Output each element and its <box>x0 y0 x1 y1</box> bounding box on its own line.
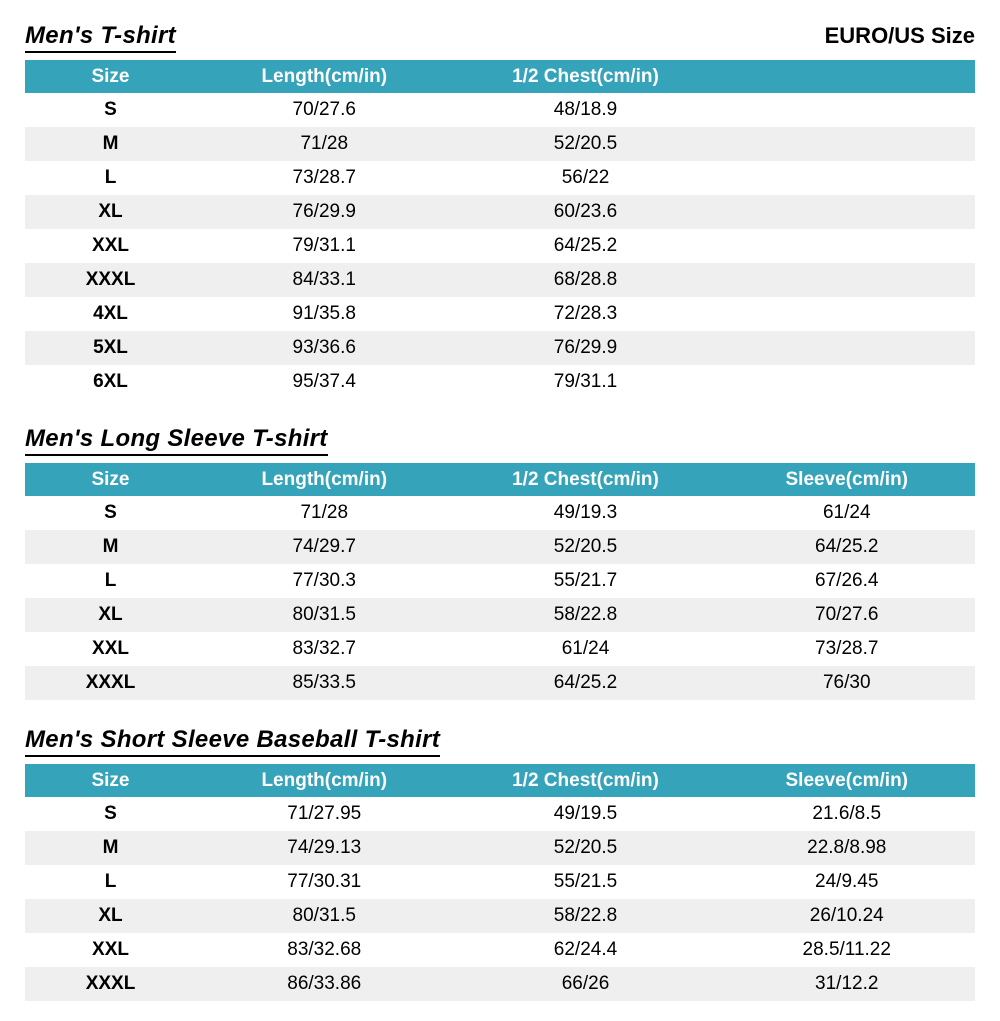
mens-long-sleeve-size-table <box>25 463 975 700</box>
measurement-cell <box>719 127 976 161</box>
measurement-cell: 22.8/8.98 <box>807 837 887 858</box>
measurement-cell: 64/25.2 <box>553 235 618 256</box>
measurement-cell: 76/30 <box>822 672 871 693</box>
size-cell: XXL <box>92 638 129 659</box>
measurement-cell: 70/27.6 <box>815 604 879 625</box>
measurement-cell: 55/21.5 <box>553 871 618 892</box>
measurement-cell: 80/31.5 <box>292 604 356 625</box>
size-cell: XXL <box>92 235 129 256</box>
measurement-cell: 85/33.5 <box>292 672 356 693</box>
measurement-cell: 62/24.4 <box>553 939 618 960</box>
section-title-mens-long-sleeve: Men's Long Sleeve T-shirt <box>25 425 328 456</box>
measurement-cell: 77/30.3 <box>292 570 356 591</box>
measurement-cell: 67/26.4 <box>815 570 879 591</box>
size-cell: XXXL <box>85 269 136 290</box>
table-row <box>25 297 975 331</box>
measurement-cell: 28.5/11.22 <box>802 939 891 960</box>
measurement-cell: 79/31.1 <box>553 371 618 392</box>
measurement-cell: 72/28.3 <box>553 303 618 324</box>
measurement-cell: 55/21.7 <box>553 570 618 591</box>
measurement-cell <box>719 297 976 331</box>
size-cell: XXXL <box>85 672 136 693</box>
measurement-cell: 83/32.68 <box>287 939 362 960</box>
measurement-cell: 74/29.13 <box>287 837 362 858</box>
measurement-cell: 68/28.8 <box>553 269 618 290</box>
measurement-cell: 84/33.1 <box>292 269 356 290</box>
table-row <box>25 127 975 161</box>
size-cell: 4XL <box>93 303 128 324</box>
measurement-cell: 86/33.86 <box>287 973 362 994</box>
measurement-cell: 58/22.8 <box>553 905 618 926</box>
table-row <box>25 899 975 933</box>
size-cell: M <box>102 536 119 557</box>
section-title-mens-tshirt: Men's T-shirt <box>25 22 176 53</box>
table-row <box>25 666 975 700</box>
table-row <box>25 933 975 967</box>
table-row <box>25 93 975 127</box>
table-row <box>25 161 975 195</box>
measurement-cell: 76/29.9 <box>553 337 618 358</box>
column-header: Size <box>25 60 196 93</box>
measurement-cell: 73/28.7 <box>292 167 356 188</box>
section-mens-tshirt <box>25 22 975 399</box>
column-header-empty <box>719 60 976 93</box>
size-cell: M <box>102 133 119 154</box>
title-row <box>25 425 975 456</box>
table-row <box>25 865 975 899</box>
column-header: Sleeve(cm/in) <box>719 764 976 797</box>
measurement-cell: 80/31.5 <box>292 905 356 926</box>
size-cell: 6XL <box>93 371 128 392</box>
size-cell: 5XL <box>93 337 128 358</box>
measurement-cell: 64/25.2 <box>553 672 618 693</box>
measurement-cell: 21.6/8.5 <box>812 803 882 824</box>
measurement-cell <box>719 365 976 399</box>
measurement-cell: 58/22.8 <box>553 604 618 625</box>
table-row <box>25 797 975 831</box>
measurement-cell: 60/23.6 <box>553 201 618 222</box>
measurement-cell: 71/28 <box>300 502 349 523</box>
measurement-cell <box>719 331 976 365</box>
table-row <box>25 967 975 1001</box>
measurement-cell: 66/26 <box>561 973 610 994</box>
size-cell: XL <box>98 905 123 926</box>
measurement-cell: 70/27.6 <box>292 99 356 120</box>
size-standard-label: EURO/US Size <box>824 23 975 48</box>
size-cell: XL <box>98 604 123 625</box>
column-header: 1/2 Chest(cm/in) <box>453 463 719 496</box>
section-title-mens-baseball: Men's Short Sleeve Baseball T-shirt <box>25 726 440 757</box>
table-row <box>25 496 975 530</box>
table-header-row <box>25 60 975 93</box>
measurement-cell <box>719 93 976 127</box>
measurement-cell: 71/28 <box>300 133 349 154</box>
table-row <box>25 564 975 598</box>
size-cell: XXL <box>92 939 129 960</box>
section-mens-long-sleeve <box>25 425 975 700</box>
column-header: Size <box>25 463 196 496</box>
measurement-cell: 64/25.2 <box>815 536 879 557</box>
measurement-cell: 48/18.9 <box>553 99 618 120</box>
measurement-cell: 49/19.3 <box>553 502 618 523</box>
table-row <box>25 229 975 263</box>
measurement-cell: 83/32.7 <box>292 638 356 659</box>
measurement-cell: 71/27.95 <box>287 803 362 824</box>
table-row <box>25 263 975 297</box>
table-row <box>25 632 975 666</box>
measurement-cell: 52/20.5 <box>553 536 618 557</box>
measurement-cell: 61/24 <box>822 502 871 523</box>
column-header: 1/2 Chest(cm/in) <box>453 764 719 797</box>
size-cell: S <box>104 99 117 120</box>
measurement-cell: 49/19.5 <box>553 803 618 824</box>
table-row <box>25 365 975 399</box>
table-header-row <box>25 764 975 797</box>
measurement-cell: 76/29.9 <box>292 201 356 222</box>
size-cell: S <box>104 502 117 523</box>
title-row <box>25 22 975 53</box>
column-header: Length(cm/in) <box>196 60 453 93</box>
measurement-cell: 26/10.24 <box>809 905 884 926</box>
column-header: 1/2 Chest(cm/in) <box>453 60 719 93</box>
measurement-cell: 91/35.8 <box>292 303 356 324</box>
column-header: Size <box>25 764 196 797</box>
column-header: Length(cm/in) <box>196 463 453 496</box>
size-cell: S <box>104 803 117 824</box>
size-cell: XXXL <box>85 973 136 994</box>
section-mens-baseball <box>25 726 975 1001</box>
column-header: Sleeve(cm/in) <box>719 463 976 496</box>
table-row <box>25 331 975 365</box>
measurement-cell: 77/30.31 <box>287 871 362 892</box>
title-row <box>25 726 975 757</box>
measurement-cell: 74/29.7 <box>292 536 356 557</box>
size-cell: L <box>104 871 117 892</box>
measurement-cell: 61/24 <box>561 638 610 659</box>
mens-tshirt-size-table <box>25 60 975 399</box>
size-cell: XL <box>98 201 123 222</box>
mens-baseball-size-table <box>25 764 975 1001</box>
measurement-cell: 73/28.7 <box>815 638 879 659</box>
table-row <box>25 530 975 564</box>
table-header-row <box>25 463 975 496</box>
measurement-cell <box>719 263 976 297</box>
column-header: Length(cm/in) <box>196 764 453 797</box>
measurement-cell: 95/37.4 <box>292 371 356 392</box>
table-row <box>25 598 975 632</box>
size-cell: L <box>104 570 117 591</box>
measurement-cell <box>719 229 976 263</box>
table-row <box>25 195 975 229</box>
measurement-cell: 52/20.5 <box>553 837 618 858</box>
measurement-cell: 93/36.6 <box>292 337 356 358</box>
measurement-cell <box>719 161 976 195</box>
table-row <box>25 831 975 865</box>
measurement-cell: 56/22 <box>561 167 610 188</box>
measurement-cell: 52/20.5 <box>553 133 618 154</box>
measurement-cell: 79/31.1 <box>292 235 356 256</box>
measurement-cell <box>719 195 976 229</box>
measurement-cell: 24/9.45 <box>815 871 879 892</box>
size-cell: M <box>102 837 119 858</box>
measurement-cell: 31/12.2 <box>815 973 879 994</box>
size-cell: L <box>104 167 117 188</box>
